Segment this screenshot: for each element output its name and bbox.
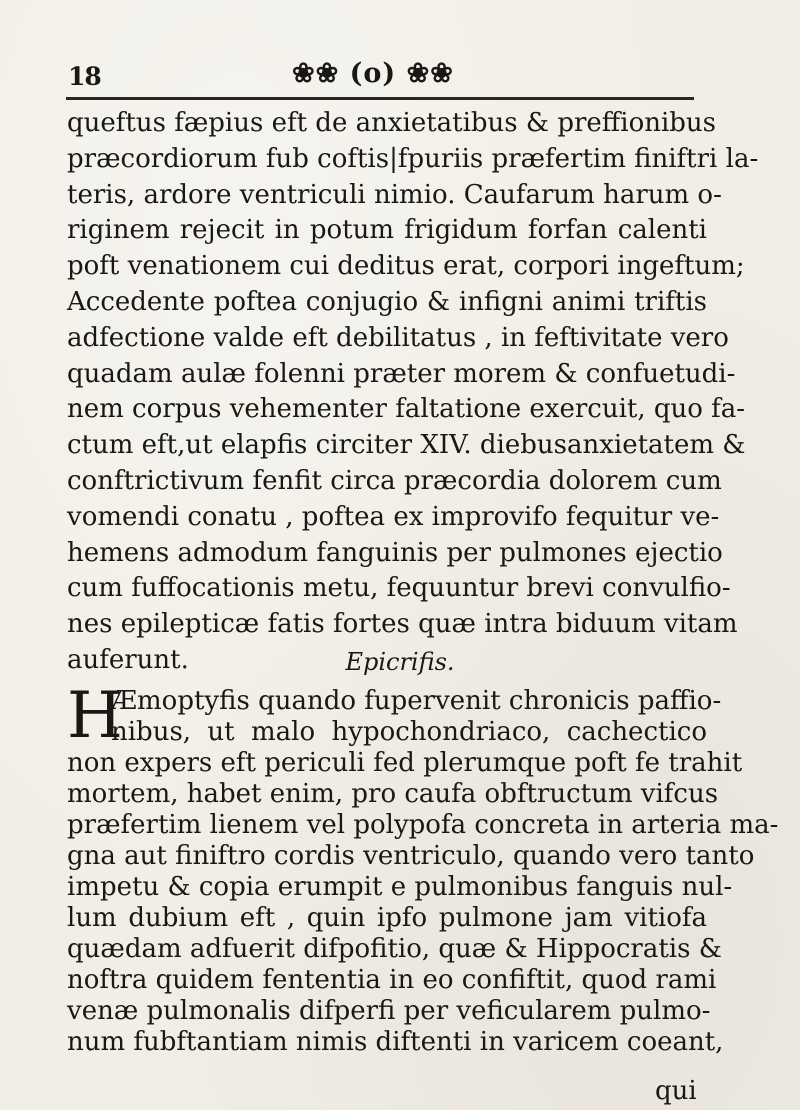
text-line: nem corpus vehementer faltatione exercuit, quo fa- [67,394,746,425]
text-line: teris, ardore ventriculi nimio. Caufarum harum o- [67,179,722,210]
text-line: non expers eft periculi fed plerumque poft fe trahit [67,748,743,778]
text-line: præcordiorum fub coftis|fpuriis præfertim finiftri la- [67,143,759,174]
section-heading: Epicrifis. [345,648,455,676]
header-rule [66,97,694,100]
text-line: auferunt. [67,644,189,675]
text-line: cum fuffocationis metu, fequuntur brevi convulfio- [67,573,731,604]
text-line: lum dubium eft , quin ipfo pulmone jam vitiofa [67,903,707,933]
text-line: venæ pulmonalis difperfi per veficularem pulmo- [67,996,711,1026]
running-header [0,58,800,98]
text-line: poft venationem cui deditus erat, corpori ingeftum; [67,251,745,282]
text-line: mortem, habet enim, pro caufa obftructum vifcus [67,779,719,809]
text-line: riginem rejecit in potum frigidum forfan calenti [67,215,707,246]
drop-cap: H [67,679,123,753]
catchword: qui [655,1076,697,1106]
text-line: noftra quidem fententia in eo confiftit, quod rami [67,965,717,995]
text-line: quædam adfuerit difpofitio, quæ & Hippocratis & [67,934,722,964]
text-line: hemens admodum fanguinis per pulmones ejectio [67,537,723,568]
text-line: num fubftantiam nimis diftenti in varicem coeant, [67,1027,724,1057]
case-paragraph [67,106,759,679]
text-line: conftrictivum fenfit circa præcordia dolorem cum [67,465,722,496]
text-line: præfertim lienem vel polypofa concreta in arteria ma- [67,810,779,840]
text-line: ctum eft,ut elapfis circiter XIV. diebusanxietatem & [67,430,746,461]
header-ornament: ❀❀ (o) ❀❀ [292,58,454,89]
text-line: gna aut finiftro cordis ventriculo, quando vero tanto [67,841,755,871]
text-line: nibus, ut malo hypochondriaco, cachectico [111,717,707,747]
text-line: queftus fæpius eft de anxietatibus & preffionibus [67,108,717,138]
page-number: 18 [68,62,101,91]
text-line: nes epilepticæ fatis fortes quæ intra biduum vitam [67,609,738,640]
text-line: adfectione valde eft debilitatus , in feftivitate vero [67,322,729,353]
text-line: Accedente poftea conjugio & infigni animi triftis [67,286,707,317]
text-line: quadam aulæ folenni præter morem & confuetudi- [67,358,736,389]
text-line: Æmoptyfis quando fupervenit chronicis paffio- [111,686,722,716]
text-line: impetu & copia erumpit e pulmonibus fanguis nul- [67,872,733,902]
text-line: vomendi conatu , poftea ex improvifo fequitur ve- [67,501,720,532]
epicrisis-paragraph [67,679,779,1058]
